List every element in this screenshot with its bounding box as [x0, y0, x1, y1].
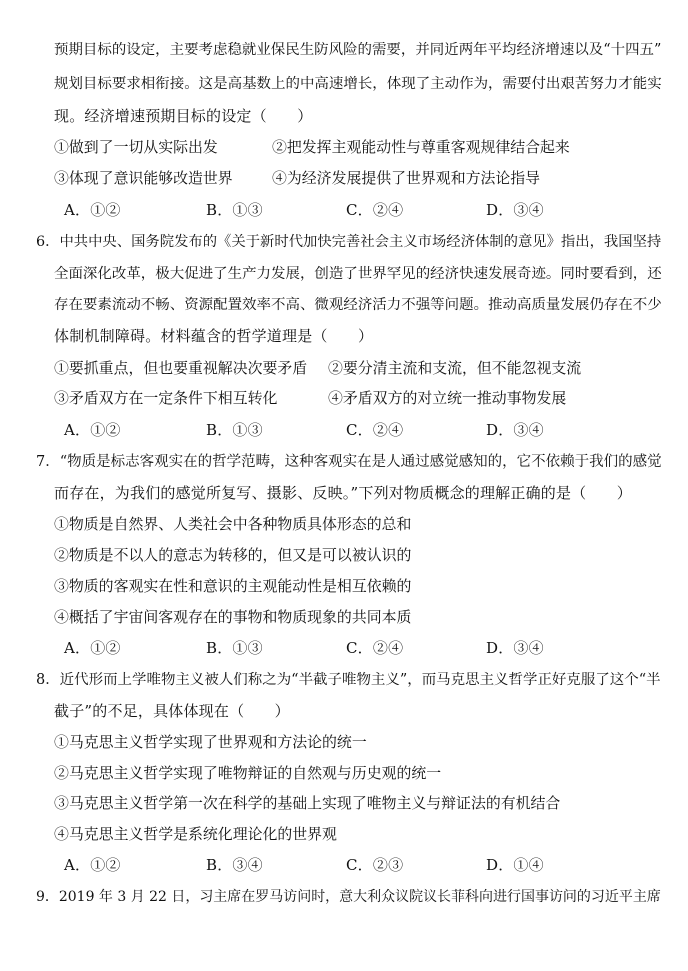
q6-stem-line-4: 体制机制障碍。材料蕴含的哲学道理是（ ）: [54, 327, 374, 345]
q7-stem-line-2: 而存在，为我们的感觉所复写、摄影、反映。”下列对物质概念的理解正确的是（ ）: [54, 484, 632, 502]
q5-option-3: ③体现了意识能够改造世界: [54, 169, 233, 187]
q6-choice-b: B．①③: [206, 421, 263, 439]
q5-stem-line-3: 现。经济增速预期目标的设定（ ）: [54, 107, 313, 125]
q8-choices: [64, 853, 664, 877]
q6-option-2: ②要分清主流和支流，但不能忽视支流: [328, 359, 582, 377]
q6-choices: [64, 418, 664, 442]
q5-option-4: ④为经济发展提供了世界观和方法论指导: [272, 169, 541, 187]
q5-choice-c: C．②④: [346, 201, 404, 219]
q6-choice-a: A．①②: [64, 421, 121, 439]
q8-option-3: ③马克思主义哲学第一次在科学的基础上实现了唯物主义与辩证法的有机结合: [54, 794, 561, 812]
q7-choices: [64, 636, 664, 660]
q7-choice-d: D．③④: [486, 639, 544, 657]
q8-stem-line-2: 截子”的不足，具体体现在（ ）: [54, 702, 290, 720]
q5-choices: [64, 198, 664, 222]
q5-option-2: ②把发挥主观能动性与尊重客观规律结合起来: [272, 138, 570, 156]
q7-option-3: ③物质的客观实在性和意识的主观能动性是相互依赖的: [54, 577, 412, 595]
q6-options-row-1: [54, 356, 674, 380]
q5-option-1: ①做到了一切从实际出发: [54, 138, 218, 156]
q7-option-4: ④概括了宇宙间客观存在的事物和物质现象的共同本质: [54, 608, 412, 626]
q6-stem-line-2: 全面深化改革，极大促进了生产力发展，创造了世界罕见的经济快速发展奇迹。同时要看到，还: [54, 266, 662, 282]
q5-stem-line-2: 规划目标要求相衔接。这是高基数上的中高速增长，体现了主动作为，需要付出艰苦努力才能实: [54, 76, 662, 92]
q8-choice-c: C．②③: [346, 856, 404, 874]
q7-option-2: ②物质是不以人的意志为转移的，但又是可以被认识的: [54, 546, 412, 564]
q7-choice-c: C．②④: [346, 639, 404, 657]
q8-choice-b: B．③④: [206, 856, 263, 874]
q5-options-row-2: [54, 166, 674, 190]
q9-stem-line-1: 9．2019 年 3 月 22 日，习主席在罗马访问时，意大利众议院议长菲科向进行国事访问的习近平主席: [36, 889, 661, 905]
q8-stem-line-1: 8．近代形而上学唯物主义被人们称之为“半截子唯物主义”，而马克思主义哲学正好克服了这个“半: [36, 672, 661, 688]
q5-options-row-1: [54, 135, 674, 159]
q8-choice-d: D．①④: [486, 856, 544, 874]
q8-choice-a: A．①②: [64, 856, 121, 874]
q7-stem-line-1: 7．“物质是标志客观实在的哲学范畴，这种客观实在是人通过感觉感知的，它不依赖于我们的感觉: [36, 454, 662, 470]
q8-option-1: ①马克思主义哲学实现了世界观和方法论的统一: [54, 733, 367, 751]
q6-option-1: ①要抓重点，但也要重视解决次要矛盾: [54, 359, 308, 377]
q6-option-4: ④矛盾双方的对立统一推动事物发展: [328, 389, 567, 407]
q6-options-row-2: [54, 386, 674, 410]
q5-choice-d: D．③④: [486, 201, 544, 219]
q7-choice-a: A．①②: [64, 639, 121, 657]
q6-choice-c: C．②④: [346, 421, 404, 439]
q8-option-2: ②马克思主义哲学实现了唯物辩证的自然观与历史观的统一: [54, 764, 442, 782]
q6-stem-line-1: 6．中共中央、国务院发布的《关于新时代加快完善社会主义市场经济体制的意见》指出，我国坚持: [36, 234, 662, 250]
q6-choice-d: D．③④: [486, 421, 544, 439]
q6-stem-line-3: 存在要素流动不畅、资源配置效率不高、微观经济活力不强等问题。推动高质量发展仍存在不少: [54, 297, 662, 313]
q6-option-3: ③矛盾双方在一定条件下相互转化: [54, 389, 278, 407]
q7-choice-b: B．①③: [206, 639, 263, 657]
q5-stem-line-1: 预期目标的设定，主要考虑稳就业保民生防风险的需要，并同近两年平均经济增速以及“十四五”: [54, 42, 662, 58]
q7-option-1: ①物质是自然界、人类社会中各种物质具体形态的总和: [54, 515, 412, 533]
q8-option-4: ④马克思主义哲学是系统化理论化的世界观: [54, 825, 337, 843]
q5-choice-b: B．①③: [206, 201, 263, 219]
q5-choice-a: A．①②: [64, 201, 121, 219]
